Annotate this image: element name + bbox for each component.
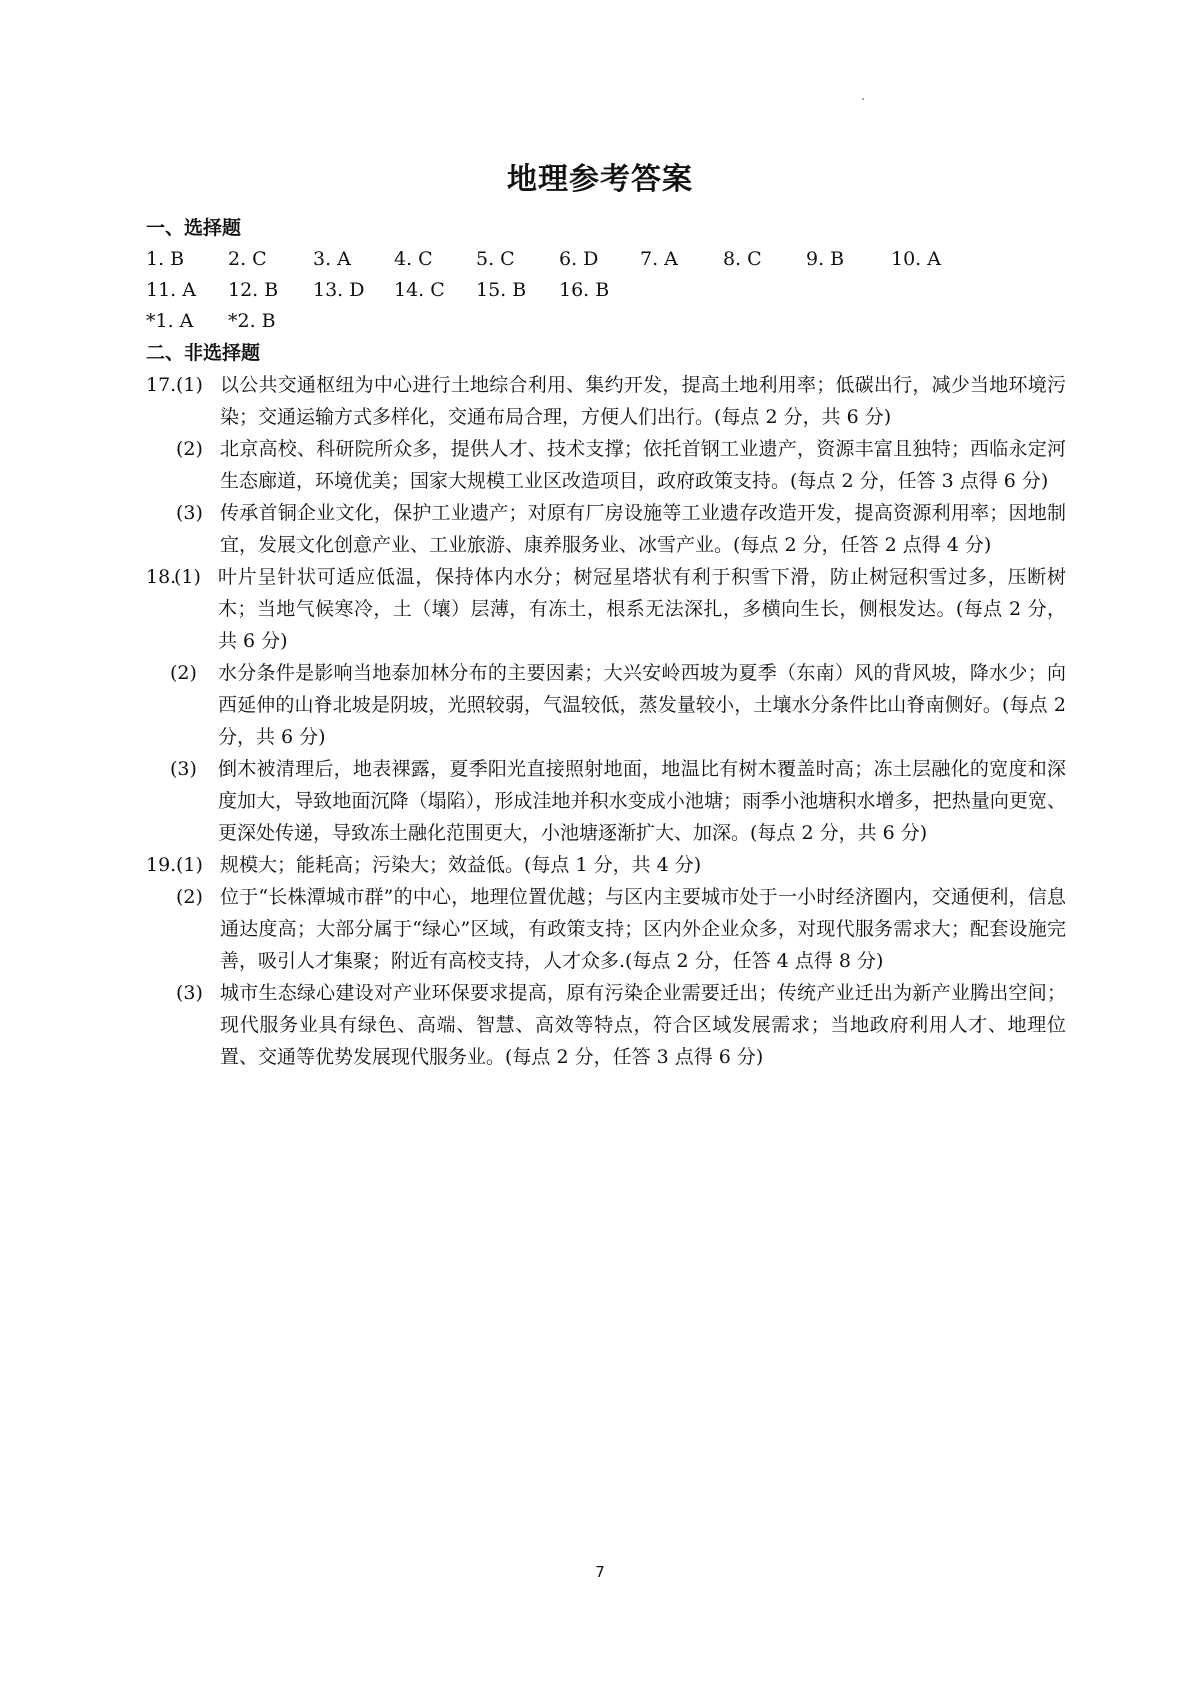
choice-answer: 13. D (313, 279, 365, 301)
answer-part (146, 561, 1066, 657)
choice-answer-row (146, 244, 1066, 275)
part-label: (1) (176, 854, 203, 876)
answer-part (146, 753, 1066, 849)
answer-part (146, 433, 1066, 497)
choice-answer: 12. B (228, 279, 279, 301)
choice-answer: 3. A (313, 248, 351, 270)
choice-answer: 16. B (559, 279, 610, 301)
part-label: (2) (170, 662, 197, 684)
part-label: (1) (174, 566, 201, 588)
answer-part (146, 369, 1066, 433)
question-number: 17. (146, 374, 177, 396)
question-number: 18. (146, 566, 177, 588)
question-17 (146, 369, 1066, 561)
choice-answer-row (146, 275, 1066, 306)
answer-part (146, 881, 1066, 977)
part-text: 城市生态绿心建设对产业环保要求提高，原有污染企业需要迁出；传统产业迁出为新产业腾出空间；现代服务业具有绿色、高端、智慧、高效等特点，符合区域发展需求；当地政府利用人才、地理位置、交通等优势发展现代服务业。(每点 2 分，任答 3 点得 6 分) (220, 982, 1066, 1068)
question-number: 19. (146, 854, 177, 876)
choice-answer: 1. B (146, 248, 185, 270)
choice-answer: 15. B (476, 279, 527, 301)
question-18 (146, 561, 1066, 849)
choice-answer-row (146, 306, 1066, 337)
choice-answer: 8. C (723, 248, 762, 270)
answer-content (146, 212, 1066, 1073)
choice-answer: 6. D (559, 248, 599, 270)
part-label: (2) (176, 886, 203, 908)
part-label: (3) (176, 502, 203, 524)
answer-part (146, 849, 1066, 881)
part-label: (3) (176, 982, 203, 1004)
part-label: (1) (176, 374, 203, 396)
choice-answer: *2. B (228, 310, 276, 332)
part-text: 倒木被清理后，地表裸露，夏季阳光直接照射地面，地温比有树木覆盖时高；冻土层融化的宽度和深度加大，导致地面沉降（塌陷），形成洼地并积水变成小池塘；雨季小池塘积水增多，把热量向更宽、更深处传递，导致冻土融化范围更大，小池塘逐渐扩大、加深。(每点 2 分，共 6 分) (218, 758, 1066, 844)
page-title: 地理参考答案 (507, 162, 693, 197)
choice-answer: 14. C (394, 279, 445, 301)
answer-part (146, 657, 1066, 753)
choice-answer: 2. C (228, 248, 267, 270)
part-text: 水分条件是影响当地泰加林分布的主要因素；大兴安岭西坡为夏季（东南）风的背风坡，降水少；向西延伸的山脊北坡是阴坡，光照较弱，气温较低，蒸发量较小，土壤水分条件比山脊南侧好。(每点 2 分，共 6 分) (218, 662, 1066, 748)
choice-answer: *1. A (146, 310, 194, 332)
choice-answer: 7. A (640, 248, 678, 270)
choice-answer: 11. A (146, 279, 196, 301)
question-19 (146, 849, 1066, 1073)
choice-answer: 5. C (476, 248, 515, 270)
part-label: (2) (176, 438, 203, 460)
choice-answer: 10. A (891, 248, 941, 270)
part-text: 北京高校、科研院所众多，提供人才、技术支撑；依托首钢工业遗产，资源丰富且独特；西临永定河生态廊道，环境优美；国家大规模工业区改造项目，政府政策支持。(每点 2 分，任答 3 点得 6 分) (220, 438, 1066, 492)
page-number: 7 (595, 1563, 605, 1581)
choice-answer: 9. B (806, 248, 845, 270)
section-heading-nonchoice: 二、非选择题 (146, 342, 261, 364)
answer-part (146, 977, 1066, 1073)
answer-part (146, 497, 1066, 561)
scan-speck (862, 98, 864, 100)
part-text: 以公共交通枢纽为中心进行土地综合利用、集约开发，提高土地利用率；低碳出行，减少当地环境污染；交通运输方式多样化，交通布局合理，方便人们出行。(每点 2 分，共 6 分) (220, 374, 1066, 428)
part-text: 传承首铜企业文化，保护工业遗产；对原有厂房设施等工业遗存改造开发，提高资源利用率；因地制宜，发展文化创意产业、工业旅游、康养服务业、冰雪产业。(每点 2 分，任答 2 点得 4 分) (220, 502, 1066, 556)
part-text: 叶片呈针状可适应低温，保持体内水分；树冠星塔状有利于积雪下滑，防止树冠积雪过多，压断树木；当地气候寒冷，土（壤）层薄，有冻土，根系无法深扎，多横向生长，侧根发达。(每点 2 分，共 6 分) (218, 566, 1066, 652)
part-text: 位于“长株潭城市群”的中心，地理位置优越；与区内主要城市处于一小时经济圈内，交通便利，信息通达度高；大部分属于“绿心”区域，有政策支持；区内外企业众多，对现代服务需求大；配套设施完善，吸引人才集聚；附近有高校支持，人才众多.(每点 2 分，任答 4 点得 8 分) (220, 886, 1066, 972)
section-heading-choice: 一、选择题 (146, 217, 242, 239)
choice-answer: 4. C (394, 248, 433, 270)
part-text: 规模大；能耗高；污染大；效益低。(每点 1 分，共 4 分) (220, 854, 702, 876)
part-label: (3) (170, 758, 197, 780)
